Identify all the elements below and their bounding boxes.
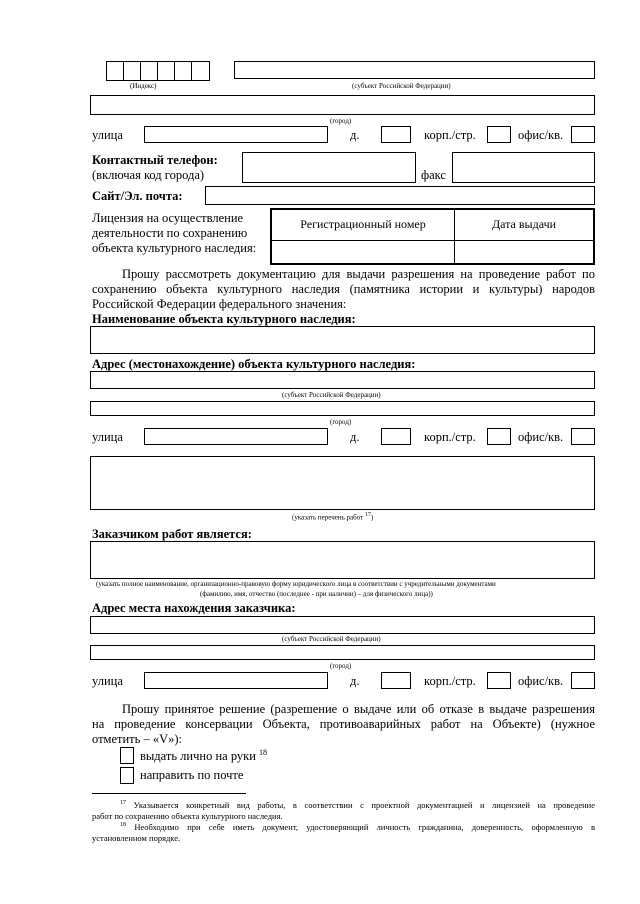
- option-by-mail-label: направить по почте: [140, 768, 244, 782]
- object-office-input[interactable]: [571, 428, 595, 445]
- index-caption: (Индекс): [130, 82, 157, 90]
- customer-building-label: корп./стр.: [424, 674, 476, 688]
- street-input[interactable]: [144, 126, 328, 143]
- index-cell[interactable]: [124, 62, 141, 80]
- decision-paragraph: [92, 702, 595, 747]
- customer-city-caption: (город): [330, 662, 352, 670]
- office-label: офис/кв.: [518, 128, 564, 142]
- footnote-17: [92, 798, 595, 822]
- index-cell[interactable]: [192, 62, 209, 80]
- object-city-input[interactable]: [90, 401, 595, 416]
- request-line-3: Российской Федерации федерального значения:: [92, 297, 347, 311]
- object-building-label: корп./стр.: [424, 430, 476, 444]
- object-subject-input[interactable]: [90, 371, 595, 389]
- object-street-label: улица: [92, 430, 123, 444]
- object-house-label: д.: [350, 430, 360, 444]
- phone-input[interactable]: [242, 152, 416, 183]
- decision-line-1: Прошу принятое решение (разрешение о выдаче или об отказе в выдаче разрешения: [122, 702, 595, 716]
- license-reg-number-input[interactable]: [271, 240, 455, 264]
- footnote-18-text-2: установленном порядке.: [92, 832, 181, 843]
- index-cell[interactable]: [175, 62, 192, 80]
- customer-name-input[interactable]: [90, 541, 595, 579]
- site-email-label: Сайт/Эл. почта:: [92, 189, 183, 203]
- customer-address-heading: Адрес места нахождения заказчика:: [92, 601, 296, 615]
- option-in-person-checkbox[interactable]: [120, 747, 134, 764]
- index-cell[interactable]: [107, 62, 124, 80]
- fax-input[interactable]: [452, 152, 595, 183]
- customer-heading: Заказчиком работ является:: [92, 527, 252, 541]
- customer-subject-input[interactable]: [90, 616, 595, 634]
- object-subject-caption: (субъект Российской Федерации): [282, 391, 381, 399]
- footnote-18: [92, 820, 595, 844]
- fax-label: факс: [421, 168, 446, 182]
- subject-input[interactable]: [234, 61, 595, 79]
- license-col-issue-date: Дата выдачи: [455, 209, 595, 240]
- house-input[interactable]: [381, 126, 411, 143]
- customer-subject-caption: (субъект Российской Федерации): [282, 635, 381, 643]
- works-list-input[interactable]: [90, 456, 595, 510]
- request-line-1: Прошу рассмотреть документацию для выдачи разрешения на проведение работ по: [122, 267, 595, 281]
- object-office-label: офис/кв.: [518, 430, 564, 444]
- option-in-person-label: выдать лично на руки $^{18}$: [140, 748, 268, 764]
- object-building-input[interactable]: [487, 428, 511, 445]
- customer-caption-1: (указать полное наименование, организационно-правовую форму юридического лица в соответствии с учредительными документами: [96, 580, 496, 588]
- phone-sublabel: (включая код города): [92, 168, 205, 182]
- license-label-1: Лицензия на осуществление: [92, 211, 244, 225]
- customer-street-input[interactable]: [144, 672, 328, 689]
- city-caption: (город): [330, 117, 352, 125]
- footnote-17-text-2: работ по сохранению объекта культурного наследия.: [92, 810, 283, 821]
- customer-office-input[interactable]: [571, 672, 595, 689]
- footnote-18-text-1: Необходимо при себе иметь документ, удостоверяющий личность гражданина, доверенность, оформленную в: [134, 821, 595, 832]
- license-col-reg-number: Регистрационный номер: [271, 209, 455, 240]
- object-house-input[interactable]: [381, 428, 411, 445]
- phone-label: Контактный телефон:: [92, 153, 218, 167]
- option-in-person-sup: 18: [259, 748, 268, 757]
- object-name-input[interactable]: [90, 326, 595, 354]
- footnote-18-number: 18: [120, 822, 126, 828]
- object-city-caption: (город): [330, 418, 352, 426]
- works-caption: (указать перечень работ $^{17}$): [292, 512, 374, 522]
- license-label-3: объекта культурного наследия:: [92, 241, 257, 255]
- footnote-separator: [92, 793, 246, 794]
- index-cell[interactable]: [158, 62, 175, 80]
- customer-city-input[interactable]: [90, 645, 595, 660]
- customer-caption-2: (фамилию, имя, отчество (последнее - при наличии) – для физического лица)): [200, 590, 433, 598]
- street-label: улица: [92, 128, 123, 142]
- customer-house-input[interactable]: [381, 672, 411, 689]
- request-line-2: сохранению объекта культурного наследия (памятника истории и культуры) народов: [92, 282, 595, 296]
- customer-office-label: офис/кв.: [518, 674, 564, 688]
- license-label-2: деятельности по сохранению: [92, 226, 248, 240]
- footnote-17-text-1: Указывается конкретный вид работы, в соответствии с проектной документацией и лицензией на проведение: [133, 799, 596, 810]
- object-street-input[interactable]: [144, 428, 328, 445]
- customer-building-input[interactable]: [487, 672, 511, 689]
- option-by-mail-checkbox[interactable]: [120, 767, 134, 784]
- postal-index-cells[interactable]: [106, 61, 210, 81]
- index-cell[interactable]: [141, 62, 158, 80]
- customer-street-label: улица: [92, 674, 123, 688]
- works-caption-sup: 17: [364, 512, 371, 518]
- office-input[interactable]: [571, 126, 595, 143]
- decision-line-2: на проведение консервации Объекта, противоаварийных работ на Объекте) (нужное: [92, 717, 595, 731]
- city-input[interactable]: [90, 95, 595, 115]
- subject-caption: (субъект Российской Федерации): [352, 82, 451, 90]
- building-input[interactable]: [487, 126, 511, 143]
- decision-line-3: отметить – «V»):: [92, 732, 182, 746]
- object-name-heading: Наименование объекта культурного наследия:: [92, 312, 356, 326]
- license-table: [270, 208, 595, 265]
- object-address-heading: Адрес (местонахождение) объекта культурного наследия:: [92, 357, 416, 371]
- site-email-input[interactable]: [205, 186, 595, 205]
- building-label: корп./стр.: [424, 128, 476, 142]
- house-label: д.: [350, 128, 360, 142]
- request-paragraph: [92, 267, 595, 312]
- license-issue-date-input[interactable]: [455, 240, 595, 264]
- footnote-17-number: 17: [120, 800, 126, 806]
- customer-house-label: д.: [350, 674, 360, 688]
